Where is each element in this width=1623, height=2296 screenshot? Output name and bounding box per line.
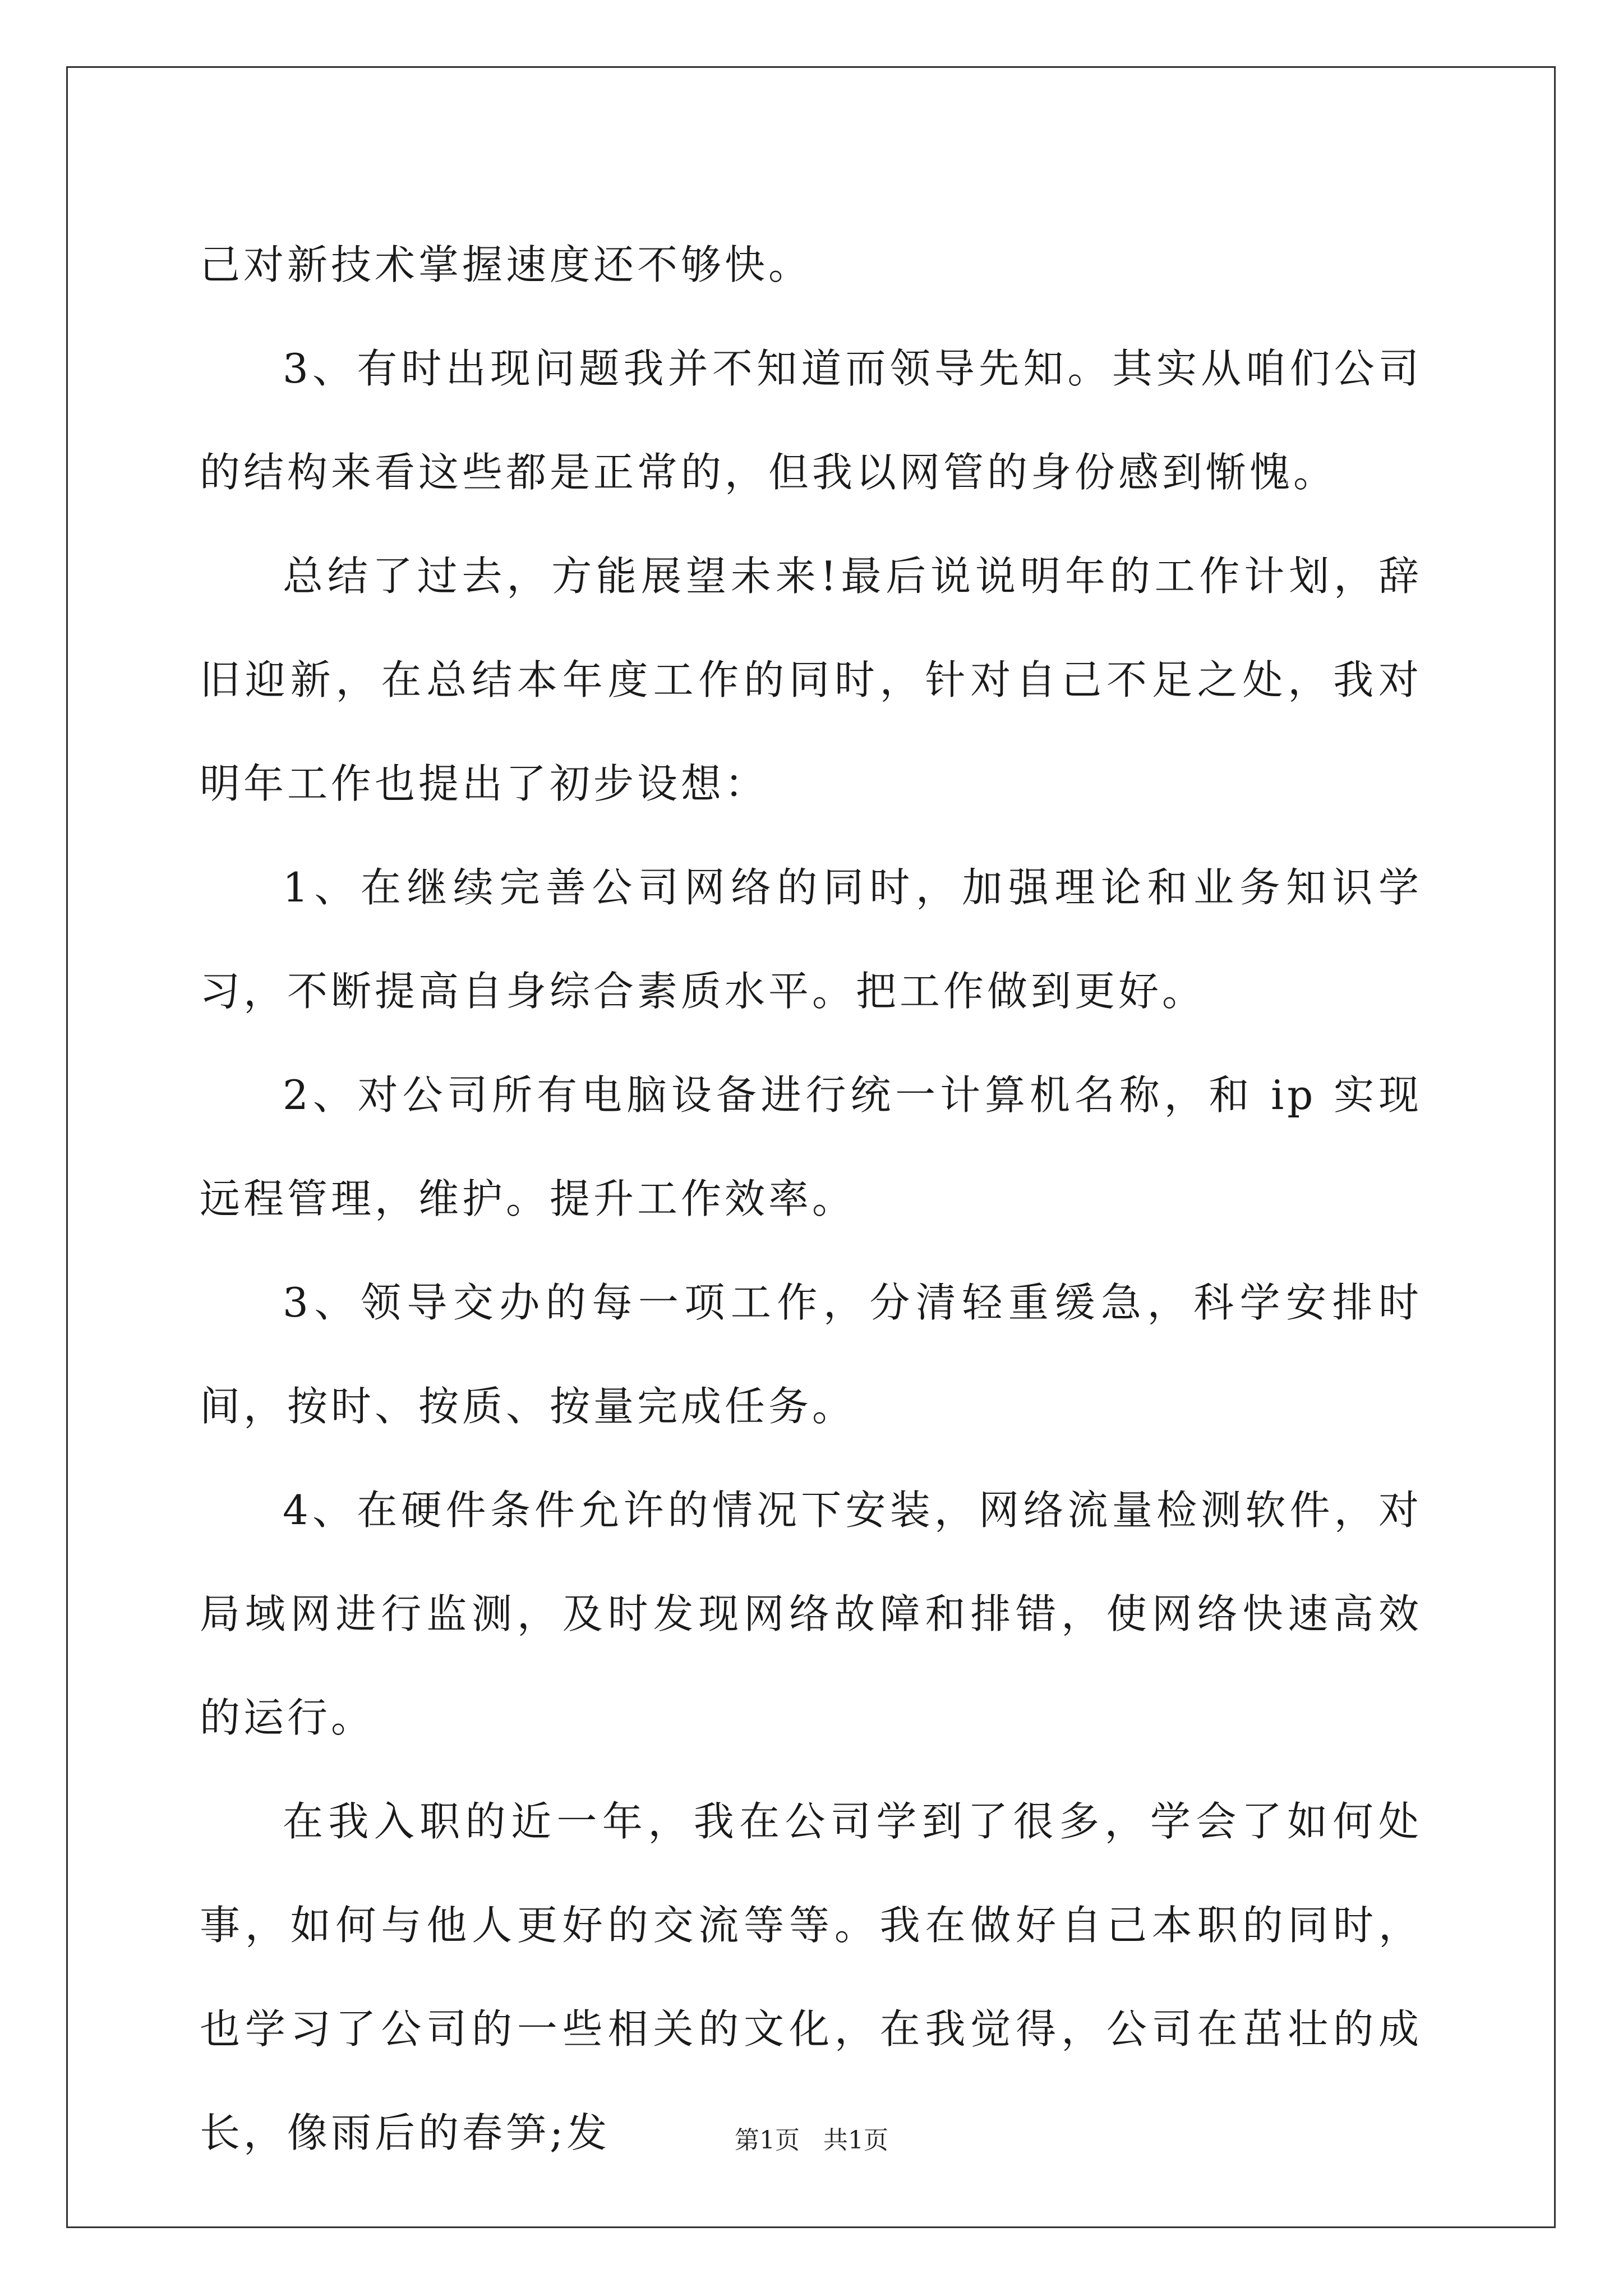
paragraph-8: 在我入职的近一年，我在公司学到了很多，学会了如何处事，如何与他人更好的交流等等。我在做好自己本职的同时，也学习了公司的一些相关的文化，在我觉得，公司在茁壮的成长，像雨后的春笋;发 bbox=[200, 1798, 1422, 2156]
paragraph-7: 4、在硬件条件允许的情况下安装，网络流量检测软件，对局域网进行监测，及时发现网络故障和排错，使网络快速高效的运行。 bbox=[200, 1487, 1422, 1741]
page-number: 第1页 bbox=[735, 2126, 800, 2155]
paragraph-1: 己对新技术掌握速度还不够快。 bbox=[200, 241, 813, 288]
page-footer bbox=[0, 2124, 1623, 2157]
page-total: 共1页 bbox=[823, 2126, 888, 2155]
paragraph-3: 总结了过去，方能展望未来!最后说说明年的工作计划，辞旧迎新，在总结本年度工作的同时，针对自己不足之处，我对明年工作也提出了初步设想： bbox=[200, 553, 1422, 807]
paragraph-4: 1、在继续完善公司网络的同时，加强理论和业务知识学习，不断提高自身综合素质水平。把工作做到更好。 bbox=[200, 864, 1422, 1015]
paragraph-6: 3、领导交办的每一项工作，分清轻重缓急，科学安排时间，按时、按质、按量完成任务。 bbox=[200, 1279, 1422, 1430]
paragraph-2: 3、有时出现问题我并不知道而领导先知。其实从咱们公司的结构来看这些都是正常的，但我以网管的身份感到惭愧。 bbox=[200, 345, 1422, 496]
document-body bbox=[200, 213, 1422, 2185]
paragraph-5: 2、对公司所有电脑设备进行统一计算机名称，和 ip 实现远程管理，维护。提升工作效率。 bbox=[200, 1071, 1422, 1222]
